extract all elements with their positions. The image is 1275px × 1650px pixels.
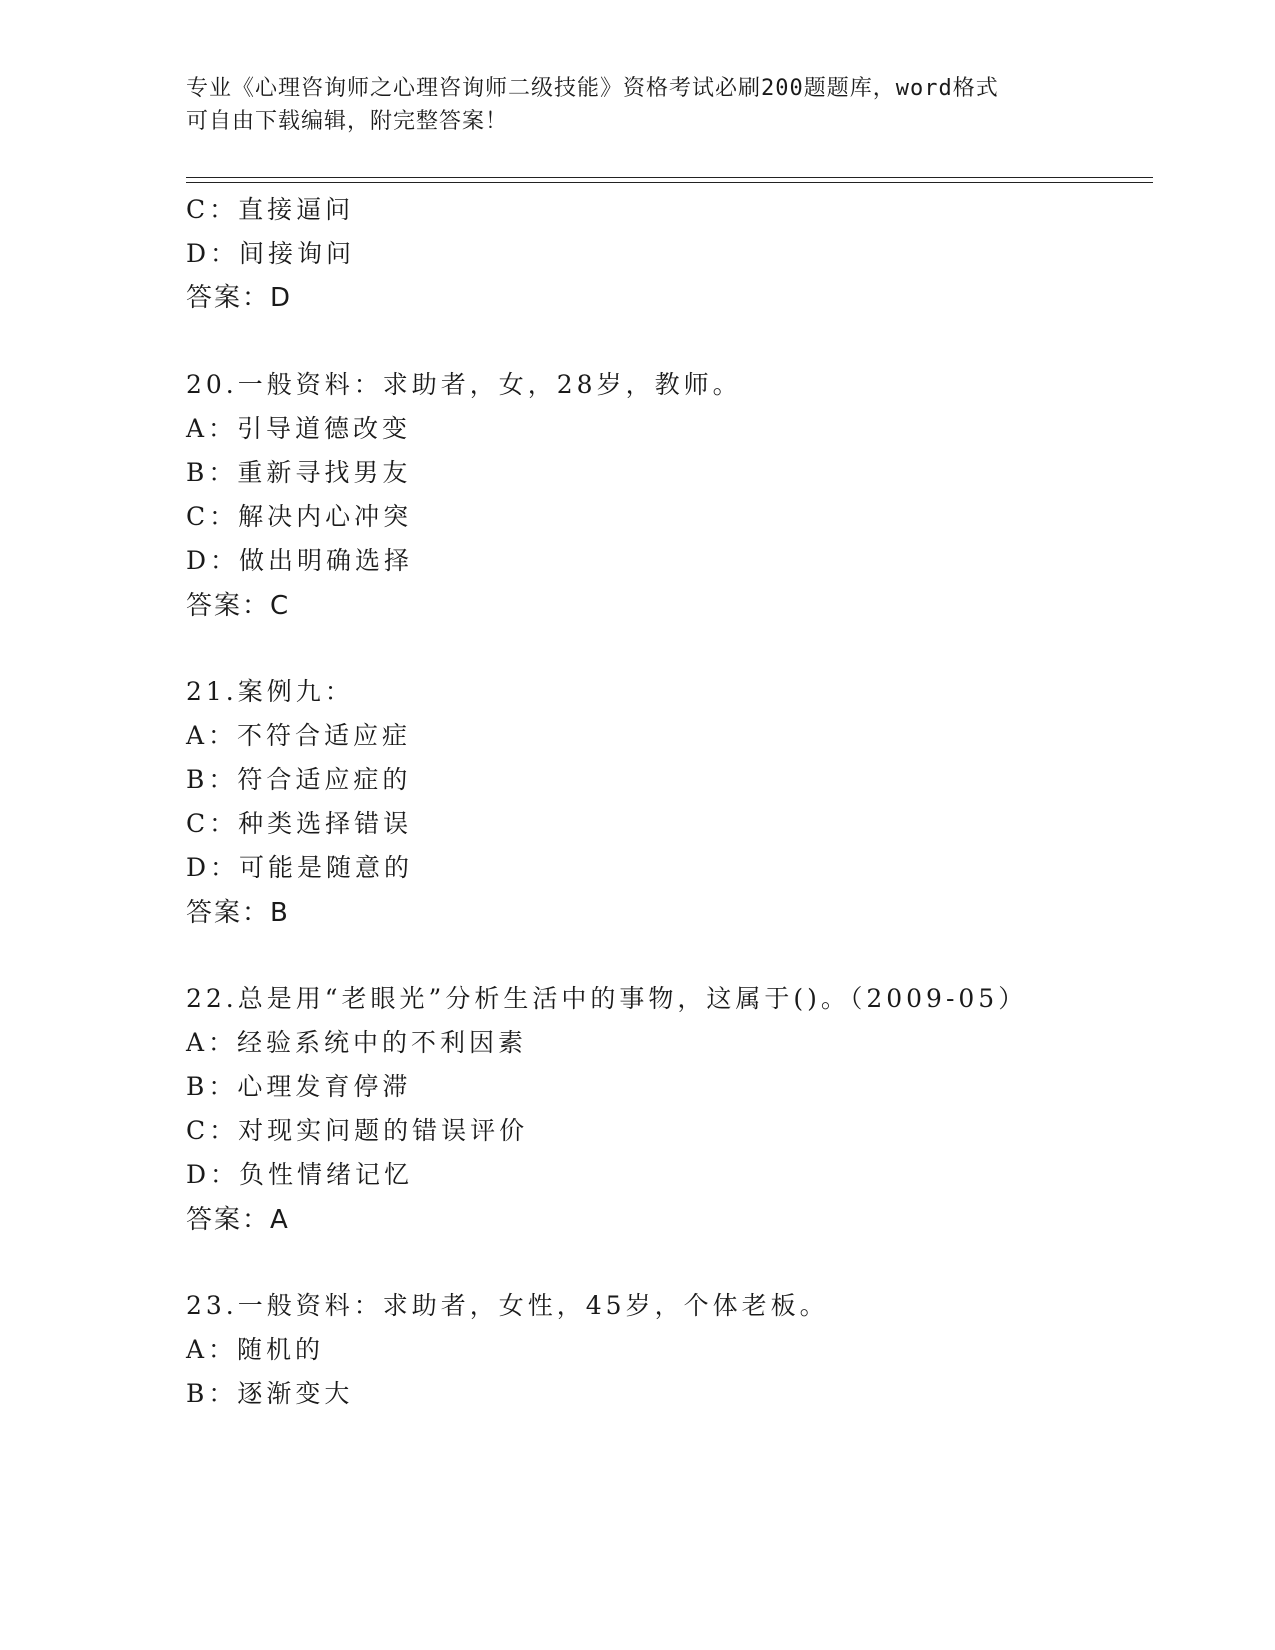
question-stem: 20.一般资料：求助者，女，28岁，教师。	[186, 370, 742, 399]
option-c: C：对现实问题的错误评价	[186, 1116, 529, 1145]
answer-line: 答案：D	[186, 283, 293, 313]
option-b: B：心理发育停滞	[186, 1072, 412, 1101]
answer-line: 答案：B	[186, 898, 290, 928]
option-b: B：符合适应症的	[186, 765, 412, 794]
header-title-line-2: 可自由下载编辑，附完整答案！	[186, 109, 509, 134]
option-d: D：间接询问	[186, 239, 356, 268]
option-c: C：直接逼问	[186, 195, 355, 224]
option-b: B：逐渐变大	[186, 1379, 354, 1408]
answer-line: 答案：C	[186, 591, 291, 621]
option-c: C：种类选择错误	[186, 809, 413, 838]
option-d: D：可能是随意的	[186, 853, 414, 882]
header-divider-bottom	[186, 182, 1153, 183]
option-d: D：负性情绪记忆	[186, 1160, 414, 1189]
document-header	[186, 72, 1066, 138]
option-a: A：经验系统中的不利因素	[186, 1028, 528, 1057]
option-c: C：解决内心冲突	[186, 502, 413, 531]
option-a: A：随机的	[186, 1335, 325, 1364]
question-stem: 23.一般资料：求助者，女性，45岁，个体老板。	[186, 1291, 829, 1320]
header-title-line-1: 专业《心理咨询师之心理咨询师二级技能》资格考试必刷200题题库，word格式	[186, 76, 999, 101]
question-stem: 21.案例九：	[186, 677, 354, 706]
header-divider-top	[186, 177, 1153, 178]
option-b: B：重新寻找男友	[186, 458, 412, 487]
option-d: D：做出明确选择	[186, 546, 414, 575]
question-stem: 22.总是用“老眼光”分析生活中的事物，这属于()。（2009-05）	[186, 984, 1028, 1013]
answer-line: 答案：A	[186, 1205, 290, 1235]
option-a: A：引导道德改变	[186, 414, 412, 443]
option-a: A：不符合适应症	[186, 721, 412, 750]
